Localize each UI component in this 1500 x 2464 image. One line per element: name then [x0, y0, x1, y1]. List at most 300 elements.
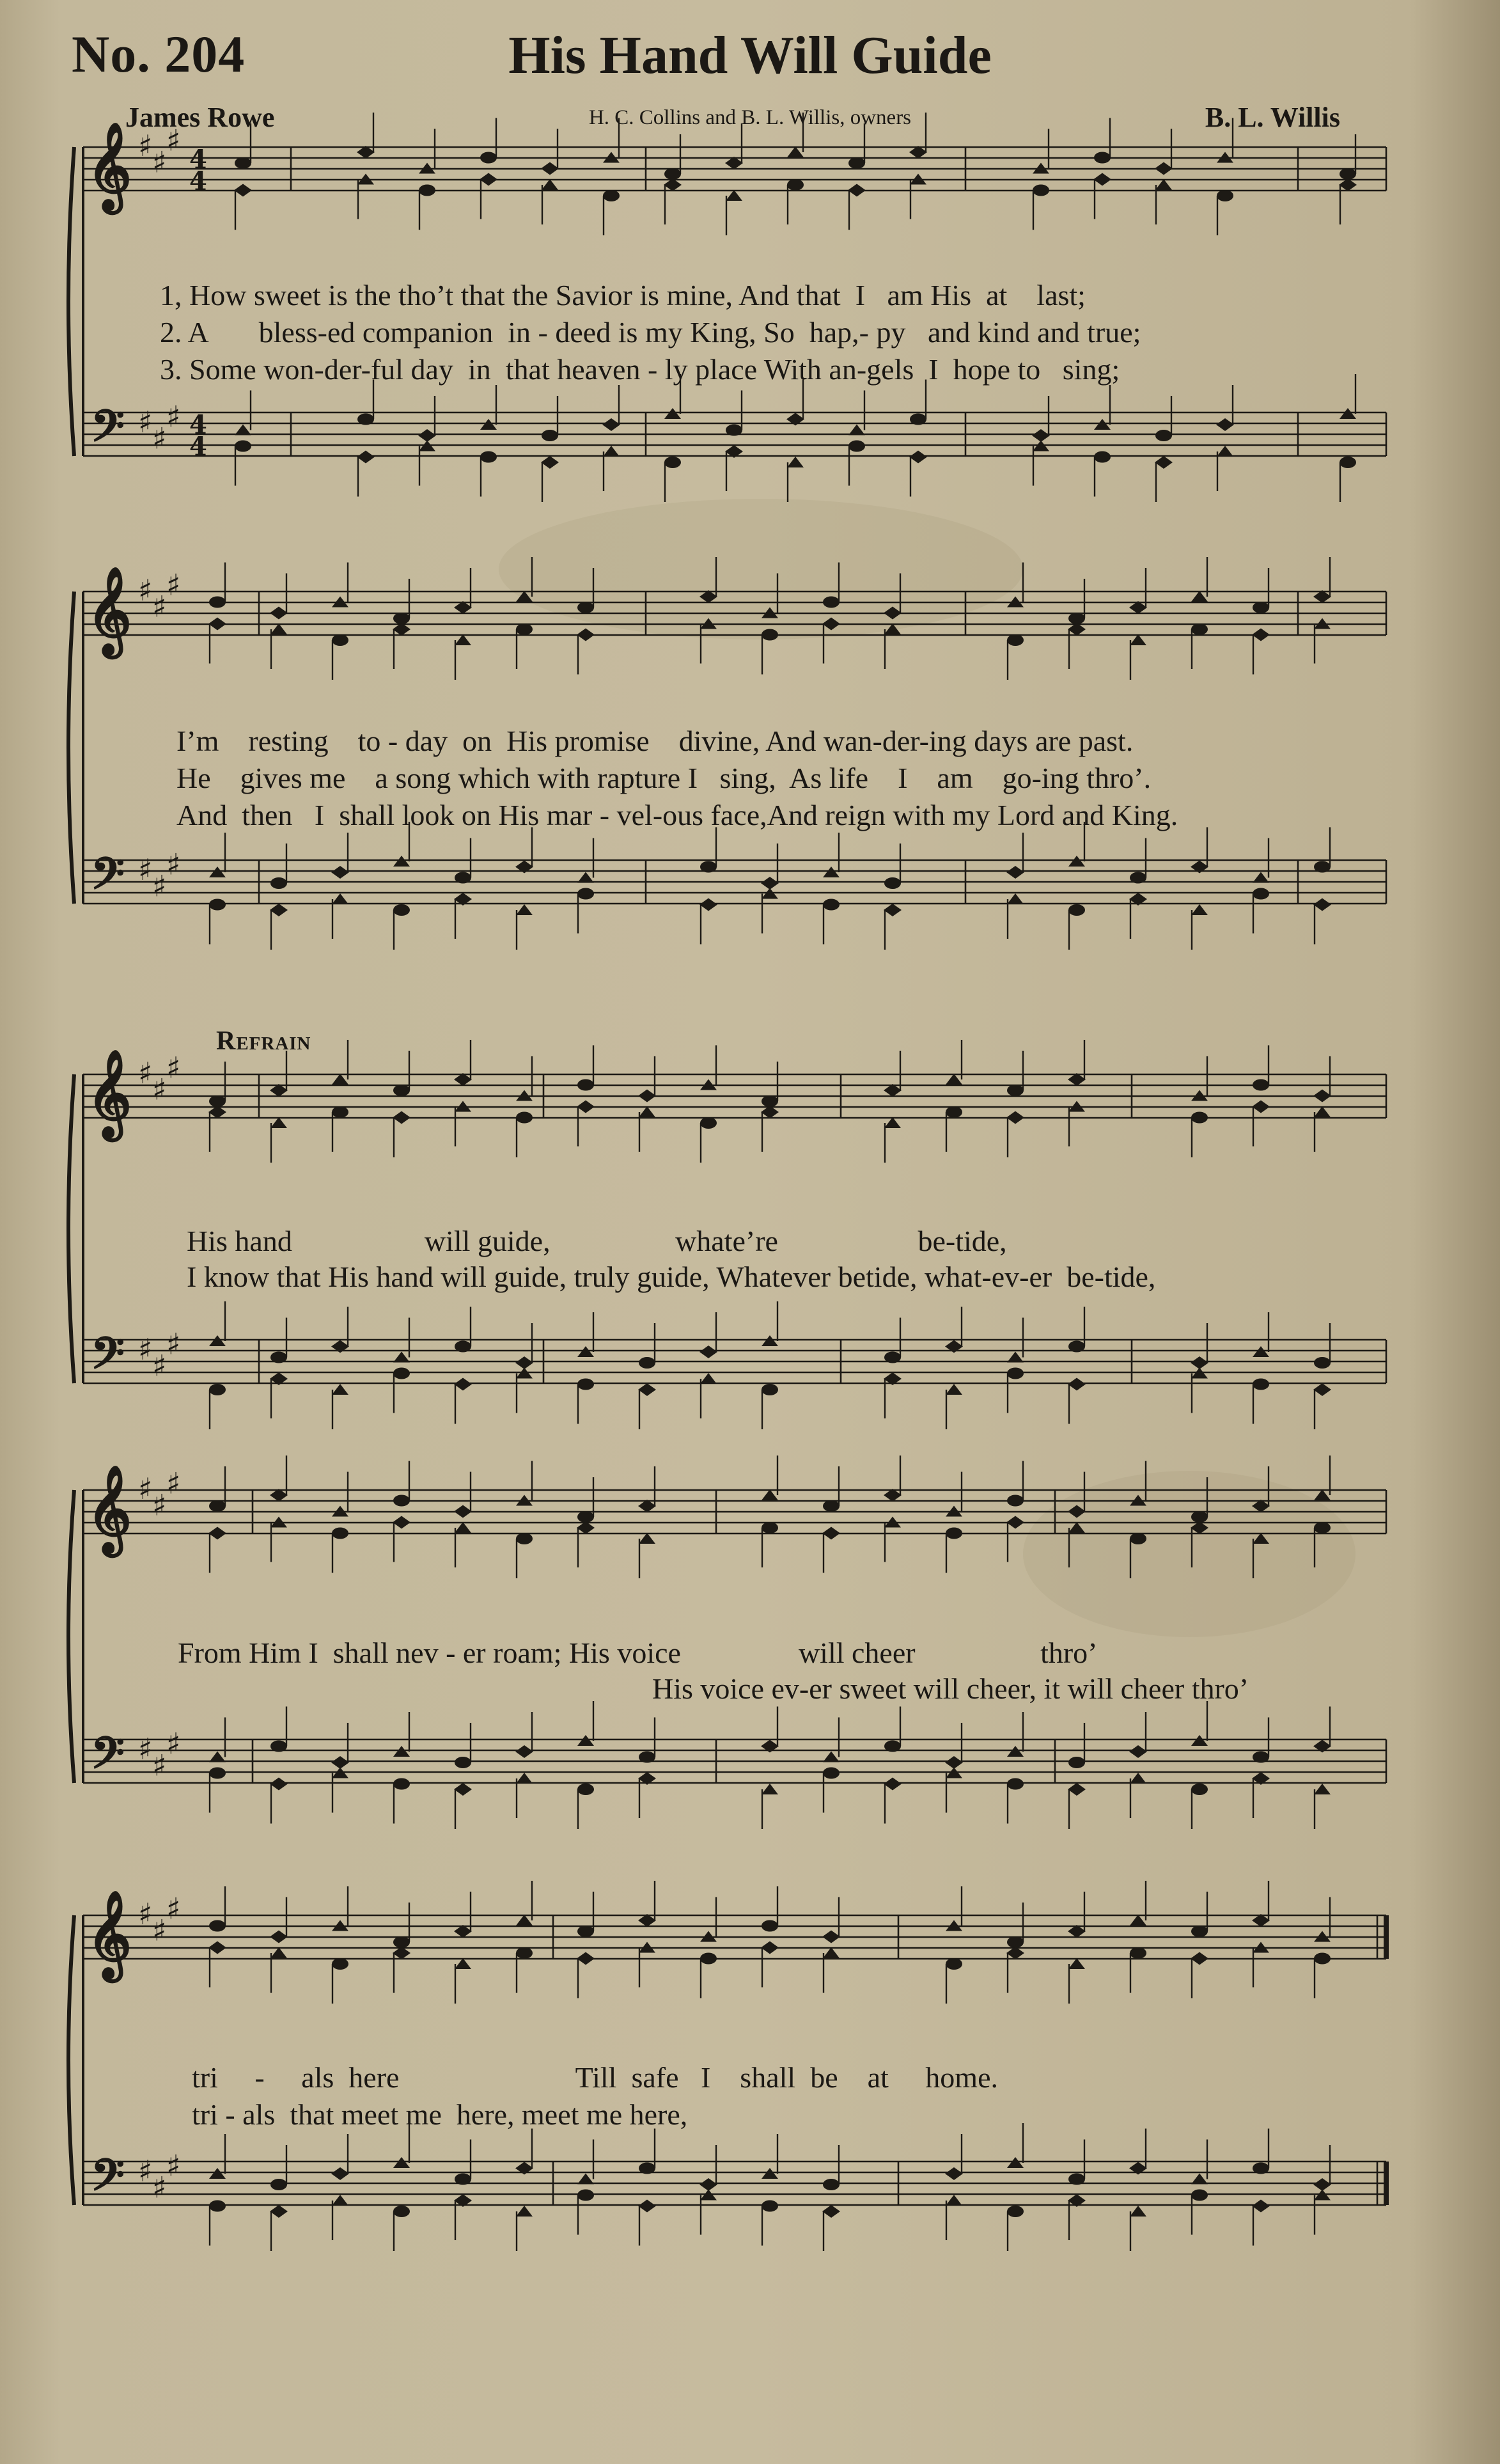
bass-note [638, 2200, 656, 2213]
bass-note [454, 1783, 472, 1796]
bass-note [946, 2195, 962, 2206]
tenor-note [209, 1752, 226, 1762]
tenor-note [1191, 1356, 1208, 1369]
alto-note [1314, 1106, 1331, 1117]
bass-note [1007, 2206, 1024, 2217]
tenor-note [823, 1752, 840, 1762]
tenor-note [639, 1752, 655, 1763]
bass-note [700, 1373, 717, 1384]
bass-note [1007, 1778, 1024, 1790]
sharp-sign: ♯ [152, 145, 167, 180]
tenor-note [1314, 861, 1331, 873]
alto-note [1191, 1112, 1208, 1124]
soprano-note [1253, 1079, 1269, 1091]
alto-note [1006, 1111, 1024, 1124]
bass-note [1068, 1783, 1086, 1796]
alto-note [822, 1527, 840, 1540]
verse-3-line-1: 3. Some won-der-ful day in that heaven - ly place With an-gels I hope to sing; [160, 353, 1120, 386]
refrain-line-2-lyric: From Him I shall nev - er roam; His voice will cheer thro’ [178, 1636, 1098, 1669]
bass-note [577, 888, 594, 900]
sharp-sign: ♯ [152, 1487, 167, 1523]
soprano-note [762, 1489, 778, 1500]
tenor-note [577, 1346, 594, 1357]
soprano-note [1191, 1511, 1208, 1523]
alto-note [1007, 634, 1024, 646]
tenor-note [910, 414, 926, 425]
alto-note [419, 185, 435, 196]
bass-clef-icon: 𝄢 [91, 1728, 125, 1789]
sharp-sign: ♯ [166, 1326, 181, 1361]
sharp-sign: ♯ [138, 573, 153, 608]
tenor-note [1007, 2157, 1024, 2168]
soprano-note [577, 1079, 594, 1091]
soprano-note [762, 1095, 778, 1107]
treble-clef-icon: 𝄞 [87, 565, 132, 654]
tenor-note [1191, 2174, 1208, 2185]
alto-note [762, 1522, 778, 1534]
soprano-note [480, 152, 497, 164]
sharp-sign: ♯ [166, 123, 181, 158]
refrain-line-3-lyric: tri - als here Till safe I shall be at home. [192, 2061, 999, 2094]
sharp-sign: ♯ [138, 405, 153, 439]
alto-note [884, 1117, 901, 1128]
alto-note [577, 629, 595, 641]
alto-note [1130, 1947, 1146, 1959]
tenor-note [209, 1335, 226, 1346]
bass-note [1007, 1368, 1024, 1379]
bass-note [762, 1784, 778, 1794]
tenor-note [1253, 1346, 1269, 1357]
bass-note [1130, 1773, 1146, 1784]
soprano-note [1130, 1915, 1146, 1926]
tenor-note [639, 2163, 655, 2174]
bass-note [454, 1378, 472, 1391]
verse-1-line-2: I’m resting to - day on His promise divine, And wan-der-ing days are past. [176, 725, 1134, 757]
tenor-note [884, 1741, 901, 1752]
refrain-line-1-response: I know that His hand will guide, truly guide, Whatever betide, what-ev-er be-tide, [187, 1260, 1156, 1293]
tenor-note [1094, 419, 1111, 430]
refrain-line-2-response: His voice ev-er sweet will cheer, it will cheer thro’ [652, 1672, 1249, 1705]
tenor-note [1032, 429, 1050, 442]
tenor-note [480, 419, 497, 430]
alto-note [639, 1106, 655, 1117]
sharp-sign: ♯ [152, 1913, 167, 1948]
bass-note [332, 893, 348, 904]
alto-note [1068, 1958, 1085, 1969]
alto-note [1130, 634, 1146, 645]
soprano-note [209, 1095, 226, 1107]
tenor-note [699, 1346, 717, 1358]
tenor-note [700, 861, 717, 873]
bass-note [209, 1768, 226, 1779]
bass-note [516, 2206, 533, 2217]
tenor-note [455, 872, 471, 884]
alto-note [1314, 1522, 1331, 1534]
composer-credit: B. L. Willis [1205, 102, 1340, 133]
system-brace [68, 1490, 74, 1783]
soprano-note [577, 1926, 594, 1937]
bass-note [480, 451, 497, 463]
system-brace [68, 1915, 74, 2205]
bass-note [332, 1384, 348, 1395]
tenor-note [1006, 866, 1024, 879]
time-signature-bottom: 4 [189, 166, 207, 196]
soprano-note [762, 1920, 778, 1932]
lyricist-credit: James Rowe [125, 102, 275, 133]
alto-note [516, 624, 533, 635]
sharp-sign: ♯ [138, 1732, 153, 1766]
soprano-note [577, 602, 594, 613]
alto-note [1130, 1533, 1146, 1544]
sharp-sign: ♯ [166, 1891, 181, 1926]
soprano-note [1191, 591, 1208, 602]
alto-note [700, 1953, 717, 1965]
soprano-note [209, 597, 226, 608]
tenor-note [1313, 2178, 1331, 2191]
refrain-line-3-response: tri - als that meet me here, meet me here, [192, 2098, 688, 2131]
tenor-note [602, 418, 620, 431]
alto-note [1191, 624, 1208, 635]
tenor-note [393, 856, 410, 867]
sharp-sign: ♯ [138, 129, 153, 163]
bass-note [603, 446, 620, 457]
sharp-sign: ♯ [152, 1072, 167, 1107]
alto-note [884, 624, 901, 634]
alto-note [1093, 173, 1111, 186]
tenor-note [1068, 2174, 1085, 2185]
bass-clef-icon: 𝄢 [91, 2150, 125, 2211]
alto-note [762, 629, 778, 641]
tenor-note [455, 1341, 471, 1353]
bass-note [909, 451, 927, 464]
bass-note [1252, 2200, 1270, 2213]
alto-note [393, 1111, 410, 1124]
alto-note [332, 1106, 348, 1118]
sharp-sign: ♯ [166, 2148, 181, 2183]
time-signature-bottom: 4 [189, 432, 207, 462]
soprano-note [577, 1511, 594, 1523]
soprano-note [1007, 1085, 1024, 1096]
tenor-note [1068, 1341, 1085, 1353]
alto-note [332, 634, 348, 646]
bass-note [884, 1778, 902, 1791]
alto-note [639, 1533, 655, 1544]
sharp-sign: ♯ [166, 567, 181, 602]
alto-note [822, 618, 840, 631]
alto-note [208, 1527, 226, 1540]
sharp-sign: ♯ [138, 2154, 153, 2188]
alto-note [1253, 1533, 1269, 1544]
soprano-note [884, 607, 902, 620]
soprano-note [823, 1500, 840, 1512]
alto-note [1068, 1522, 1085, 1533]
tenor-note [1253, 2163, 1269, 2174]
tenor-note [945, 1756, 963, 1769]
treble-clef-icon: 𝄞 [87, 1048, 132, 1137]
bass-note [823, 899, 840, 911]
tenor-note [699, 2178, 717, 2191]
soprano-note [1340, 168, 1356, 180]
alto-note [332, 1528, 348, 1539]
sharp-sign: ♯ [152, 868, 167, 904]
tenor-note [1007, 1352, 1024, 1363]
sharp-sign: ♯ [138, 852, 153, 887]
sharp-sign: ♯ [166, 1726, 181, 1761]
verse-2-line-2: He gives me a song which with rapture I sing, As life I am go-ing thro’. [176, 762, 1152, 794]
alto-note [1252, 1101, 1270, 1113]
tenor-note [393, 2157, 410, 2168]
bass-note [822, 2205, 840, 2218]
bass-note [699, 898, 717, 911]
bass-note [1313, 1383, 1331, 1396]
tenor-note [884, 1352, 901, 1363]
treble-clef-icon: 𝄞 [87, 121, 132, 210]
tenor-note [1068, 856, 1085, 867]
tenor-note [331, 2167, 349, 2180]
tenor-note [393, 1352, 410, 1363]
tenor-note [1314, 1357, 1331, 1369]
alto-note [208, 1942, 226, 1954]
tenor-note [848, 425, 865, 436]
bass-note [209, 1384, 226, 1395]
bass-note [577, 2190, 594, 2201]
sharp-sign: ♯ [152, 421, 167, 456]
soprano-note [1314, 1489, 1331, 1500]
tenor-note [270, 1741, 287, 1752]
bass-note [393, 1778, 410, 1790]
bass-note [393, 904, 410, 916]
soprano-note [1191, 1926, 1208, 1937]
tenor-note [1253, 872, 1269, 883]
alto-note [270, 1947, 287, 1958]
soprano-note [1313, 1090, 1331, 1103]
tenor-note [270, 877, 287, 889]
tenor-note [515, 1745, 533, 1758]
bass-note [638, 1383, 656, 1396]
sharp-sign: ♯ [138, 1471, 153, 1506]
refrain-line-1-lyric: His hand will guide, whate’re be-tide, [187, 1225, 1007, 1257]
bass-note [270, 2205, 288, 2218]
treble-clef-icon: 𝄞 [87, 1464, 132, 1553]
bass-note [541, 456, 559, 469]
soprano-note [664, 168, 681, 180]
alto-note [1252, 629, 1270, 641]
alto-note [946, 1528, 962, 1539]
alto-note [1191, 1952, 1208, 1965]
soprano-note [1094, 152, 1111, 164]
bass-note [1155, 456, 1173, 469]
bass-note [235, 441, 251, 452]
bass-note [1313, 898, 1331, 911]
sharp-sign: ♯ [152, 1748, 167, 1783]
sharp-sign: ♯ [166, 1466, 181, 1501]
bass-note [1217, 446, 1233, 457]
tenor-note [639, 1357, 655, 1369]
alto-note [234, 184, 252, 197]
bass-note [1191, 2190, 1208, 2201]
alto-note [946, 1958, 962, 1970]
time-signature-top: 4 [189, 410, 207, 440]
bass-note [848, 441, 865, 452]
bass-note [787, 457, 804, 467]
tenor-note [884, 877, 901, 889]
soprano-note [516, 1915, 533, 1926]
bass-note [1340, 457, 1356, 468]
bass-note [1191, 904, 1208, 915]
soprano-note [235, 157, 251, 169]
tenor-note [1068, 1757, 1085, 1768]
soprano-note [848, 157, 865, 169]
bass-note [762, 1384, 778, 1395]
soprano-note [332, 1074, 348, 1085]
tenor-note [577, 2174, 594, 2185]
alto-note [1033, 185, 1049, 196]
soprano-note [822, 1931, 840, 1943]
soprano-note [1007, 1495, 1024, 1507]
alto-note [823, 1947, 840, 1958]
bass-clef-icon: 𝄢 [91, 849, 125, 910]
bass-note [577, 1379, 594, 1390]
bass-clef-icon: 𝄢 [91, 401, 125, 462]
tenor-note [542, 430, 558, 441]
alto-note [1006, 1516, 1024, 1529]
bass-note [209, 899, 226, 911]
tenor-note [823, 2179, 840, 2190]
tenor-note [577, 1735, 594, 1746]
bass-note [516, 1773, 533, 1784]
sharp-sign: ♯ [138, 1056, 153, 1090]
alto-note [1314, 1953, 1331, 1965]
soprano-note [270, 607, 288, 620]
tenor-note [331, 866, 349, 879]
bass-note [1191, 1784, 1208, 1795]
soprano-note [516, 591, 533, 602]
alto-note [848, 184, 866, 197]
soprano-note [1155, 162, 1173, 175]
tenor-note [1007, 1746, 1024, 1757]
verse-3-line-2: And then I shall look on His mar - vel-ous face,And reign with my Lord and King. [176, 799, 1178, 831]
soprano-note [454, 1505, 472, 1518]
alto-note [480, 173, 497, 186]
tenor-note [455, 2174, 471, 2185]
soprano-note [638, 1090, 656, 1103]
soprano-note [209, 1920, 226, 1932]
soprano-note [393, 613, 410, 624]
tenor-note [455, 1757, 471, 1768]
soprano-note [393, 1936, 410, 1948]
tenor-note [1130, 872, 1146, 884]
system-brace [68, 1074, 74, 1383]
tenor-note [209, 2168, 226, 2179]
alto-note [208, 618, 226, 631]
bass-note [270, 1778, 288, 1791]
tenor-note [270, 1352, 287, 1363]
bass-note [357, 451, 375, 464]
bass-note [1094, 451, 1111, 463]
tenor-note [393, 1746, 410, 1757]
sharp-sign: ♯ [152, 1348, 167, 1383]
bass-note [762, 2201, 778, 2212]
soprano-note [270, 1931, 288, 1943]
verse-2-line-1: 2. A bless-ed companion in - deed is my King, So hap,- py and kind and true; [160, 316, 1141, 349]
tenor-note [209, 867, 226, 877]
bass-note [577, 1784, 594, 1795]
sharp-sign: ♯ [152, 589, 167, 624]
tenor-note [761, 877, 779, 890]
bass-note [946, 1384, 962, 1395]
tenor-note [577, 872, 594, 883]
tenor-note [762, 1335, 778, 1346]
soprano-note [1068, 613, 1085, 624]
tenor-note [270, 2179, 287, 2190]
soprano-note [823, 597, 840, 608]
alto-note [577, 1952, 595, 1965]
bass-note [516, 904, 533, 915]
verse-1-line-1: 1, How sweet is the tho’t that the Savior is mine, And that I am His at last; [160, 279, 1086, 311]
tenor-note [1129, 1745, 1147, 1758]
bass-clef-icon: 𝄢 [91, 1328, 125, 1390]
tenor-note [1191, 1735, 1208, 1746]
soprano-note [209, 1500, 226, 1512]
tenor-note [823, 867, 840, 877]
alto-note [700, 1117, 717, 1129]
alto-note [946, 1106, 962, 1118]
bass-note [1068, 904, 1085, 916]
system-brace [68, 592, 74, 904]
sharp-sign: ♯ [152, 2170, 167, 2205]
copyright-owners: H. C. Collins and B. L. Willis, owners [588, 106, 912, 129]
tenor-note [1216, 418, 1234, 431]
bass-note [1130, 2206, 1146, 2217]
sharp-sign: ♯ [166, 399, 181, 434]
hymn-number: No. 204 [72, 25, 246, 83]
bass-note [823, 1768, 840, 1779]
soprano-note [1068, 1505, 1086, 1518]
bass-note [1007, 893, 1024, 904]
alto-note [726, 190, 742, 201]
tenor-note [418, 429, 436, 442]
tenor-note [515, 1356, 533, 1369]
hymn-title: His Hand Will Guide [508, 26, 992, 85]
bass-note [209, 2201, 226, 2212]
alto-note [270, 624, 287, 634]
time-signature-top: 4 [189, 145, 207, 175]
bass-note [1253, 888, 1269, 900]
sharp-sign: ♯ [138, 1897, 153, 1931]
alto-note [332, 1958, 348, 1970]
treble-clef-icon: 𝄞 [87, 1889, 132, 1978]
alto-note [542, 179, 558, 190]
tenor-note [726, 425, 742, 436]
bass-note [664, 457, 681, 468]
tenor-note [945, 2167, 963, 2180]
alto-note [1155, 179, 1172, 190]
soprano-note [1253, 602, 1269, 613]
soprano-note [393, 1495, 410, 1507]
alto-note [516, 1947, 533, 1959]
tenor-note [1253, 1752, 1269, 1763]
bass-note [1068, 1378, 1086, 1391]
alto-note [1217, 190, 1233, 201]
tenor-note [762, 2168, 778, 2179]
soprano-note [787, 146, 804, 157]
tenor-note [1155, 430, 1172, 441]
bass-note [270, 904, 288, 916]
soprano-note [1007, 1936, 1024, 1948]
bass-note [1253, 1379, 1269, 1390]
alto-note [270, 1117, 287, 1128]
sharp-sign: ♯ [166, 1050, 181, 1085]
